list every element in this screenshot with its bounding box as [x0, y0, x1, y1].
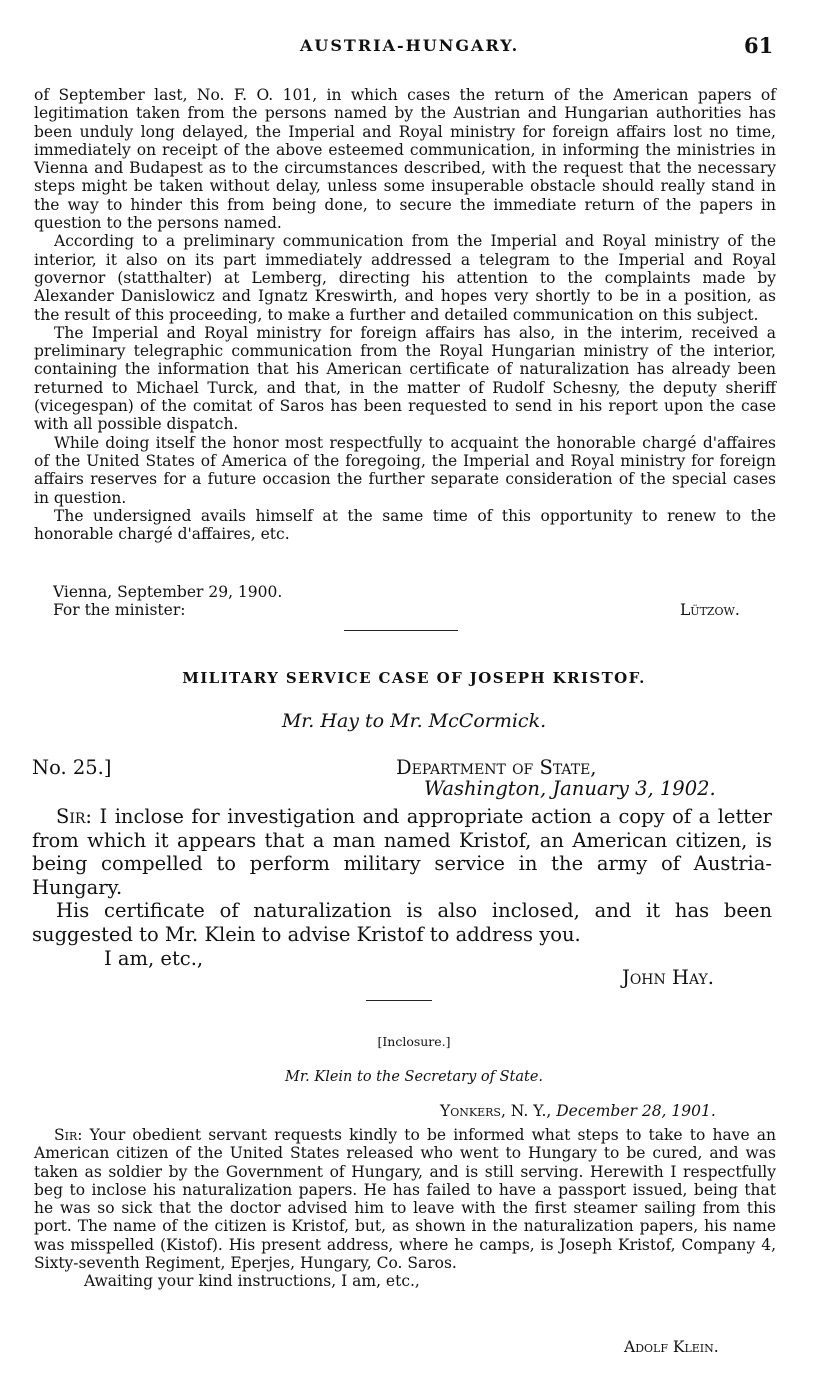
- letter-heading: Mr. Hay to Mr. McCormick.: [281, 710, 547, 732]
- place-date: Washington, January 3, 1902.: [424, 777, 716, 800]
- paragraph: The undersigned avails himself at the same time of this opportunity to renew to the honorable chargé d'affaires, etc.: [34, 506, 776, 544]
- section-title: MILITARY SERVICE CASE OF JOSEPH KRISTOF.: [182, 669, 646, 687]
- paragraph-text: Your obedient servant requests kindly to be informed what steps to take to have an American citizen of the United States released who went to Hungary to be cured, and was taken as soldier by the Government of Hungary, and is still serving. Herewith I respectfully beg to inclose his naturalization papers. He has failed to have a passport issued, being that he was so sick that the doctor advised him to leave with the first steamer sailing from this port. The name of the citizen is Kristof, but, as shown in the naturalization papers, his name was misspelled (Kistof). His present address, where he camps, is Joseph Kristof, Company 4, Sixty-seventh Regiment, Eperjes, Hungary, Co. Saros.: [34, 1126, 777, 1273]
- section-divider: [366, 1000, 432, 1001]
- paragraph: [34, 1126, 776, 1272]
- continuation-text: [34, 86, 776, 543]
- paragraph: of September last, No. F. O. 101, in which cases the return of the American papers of legitimation taken from the persons named by the Austrian and Hungarian authorities has been unduly long delayed, the Imperial and Royal ministry for foreign affairs lost no time, immediately on receipt of the above esteemed communication, in informing the ministries in Vienna and Budapest as to the circumstances described, with the request that the necessary steps might be taken without delay, unless some insuperable obstacle should really stand in the way to hinder this from being done, to secure the immediate return of the papers in question to the persons named.: [34, 86, 776, 233]
- signature-hay: John Hay.: [622, 966, 714, 989]
- section-divider: [344, 630, 458, 631]
- paragraph: His certificate of naturalization is also inclosed, and it has been suggested to Mr. Klein to advise Kristof to address you.: [32, 899, 772, 946]
- signature-klein: Adolf Klein.: [624, 1338, 719, 1356]
- paragraph: According to a preliminary communication from the Imperial and Royal ministry of the interior, it also on its part immediately addressed a telegram to the Imperial and Royal governor (statthalter) at Lemberg, directing his attention to the complaints made by Alexander Danislowicz and Ignatz Kreswirth, and hopes very shortly to be in a position, as the result of this proceeding, to make a further and detailed communication on this subject.: [34, 232, 776, 324]
- running-title: AUSTRIA-HUNGARY.: [300, 36, 520, 55]
- inclosure-place-date: [440, 1102, 716, 1120]
- letter-body: [32, 805, 772, 946]
- department-name: Department of State,: [396, 756, 597, 779]
- paragraph: The Imperial and Royal ministry for foreign affairs has also, in the interim, received a preliminary telegraphic communication from the Royal Hungarian ministry of the interior, containing the information that his American certificate of naturalization has already been returned to Michael Turck, and that, in the matter of Rudolf Schesny, the deputy sheriff (vicegespan) of the comitat of Saros has been requested to send in his report upon the case with all possible dispatch.: [34, 323, 776, 434]
- place: Yonkers, N. Y.,: [440, 1102, 552, 1120]
- salutation: Sir:: [56, 805, 92, 828]
- inclosure-letter-heading: Mr. Klein to the Secretary of State.: [284, 1069, 544, 1085]
- date: December 28, 1901.: [556, 1102, 716, 1120]
- place-date: Vienna, September 29, 1900.: [53, 583, 283, 601]
- paragraph-text: I inclose for investigation and appropriate action a copy of a letter from which it appears that a man named Kristof, an American citizen, is being compelled to perform military service in the army of Austria-Hungary.: [32, 805, 772, 899]
- paragraph: [32, 805, 772, 899]
- signature-lutzow: Lützow.: [680, 601, 740, 619]
- closing: Awaiting your kind instructions, I am, etc.,: [84, 1272, 420, 1291]
- inclosure-body: [34, 1126, 776, 1291]
- for-minister: For the minister:: [53, 601, 186, 619]
- page-number: 61: [744, 33, 774, 58]
- salutation: Sir:: [54, 1126, 83, 1144]
- paragraph: While doing itself the honor most respectfully to acquaint the honorable chargé d'affaires of the United States of America of the foregoing, the Imperial and Royal ministry for foreign affairs reserves for a future occasion the further separate consideration of the special cases in question.: [34, 433, 776, 507]
- despatch-number: No. 25.]: [32, 756, 112, 779]
- inclosure-label: [Inclosure.]: [377, 1034, 451, 1049]
- closing: I am, etc.,: [104, 947, 204, 970]
